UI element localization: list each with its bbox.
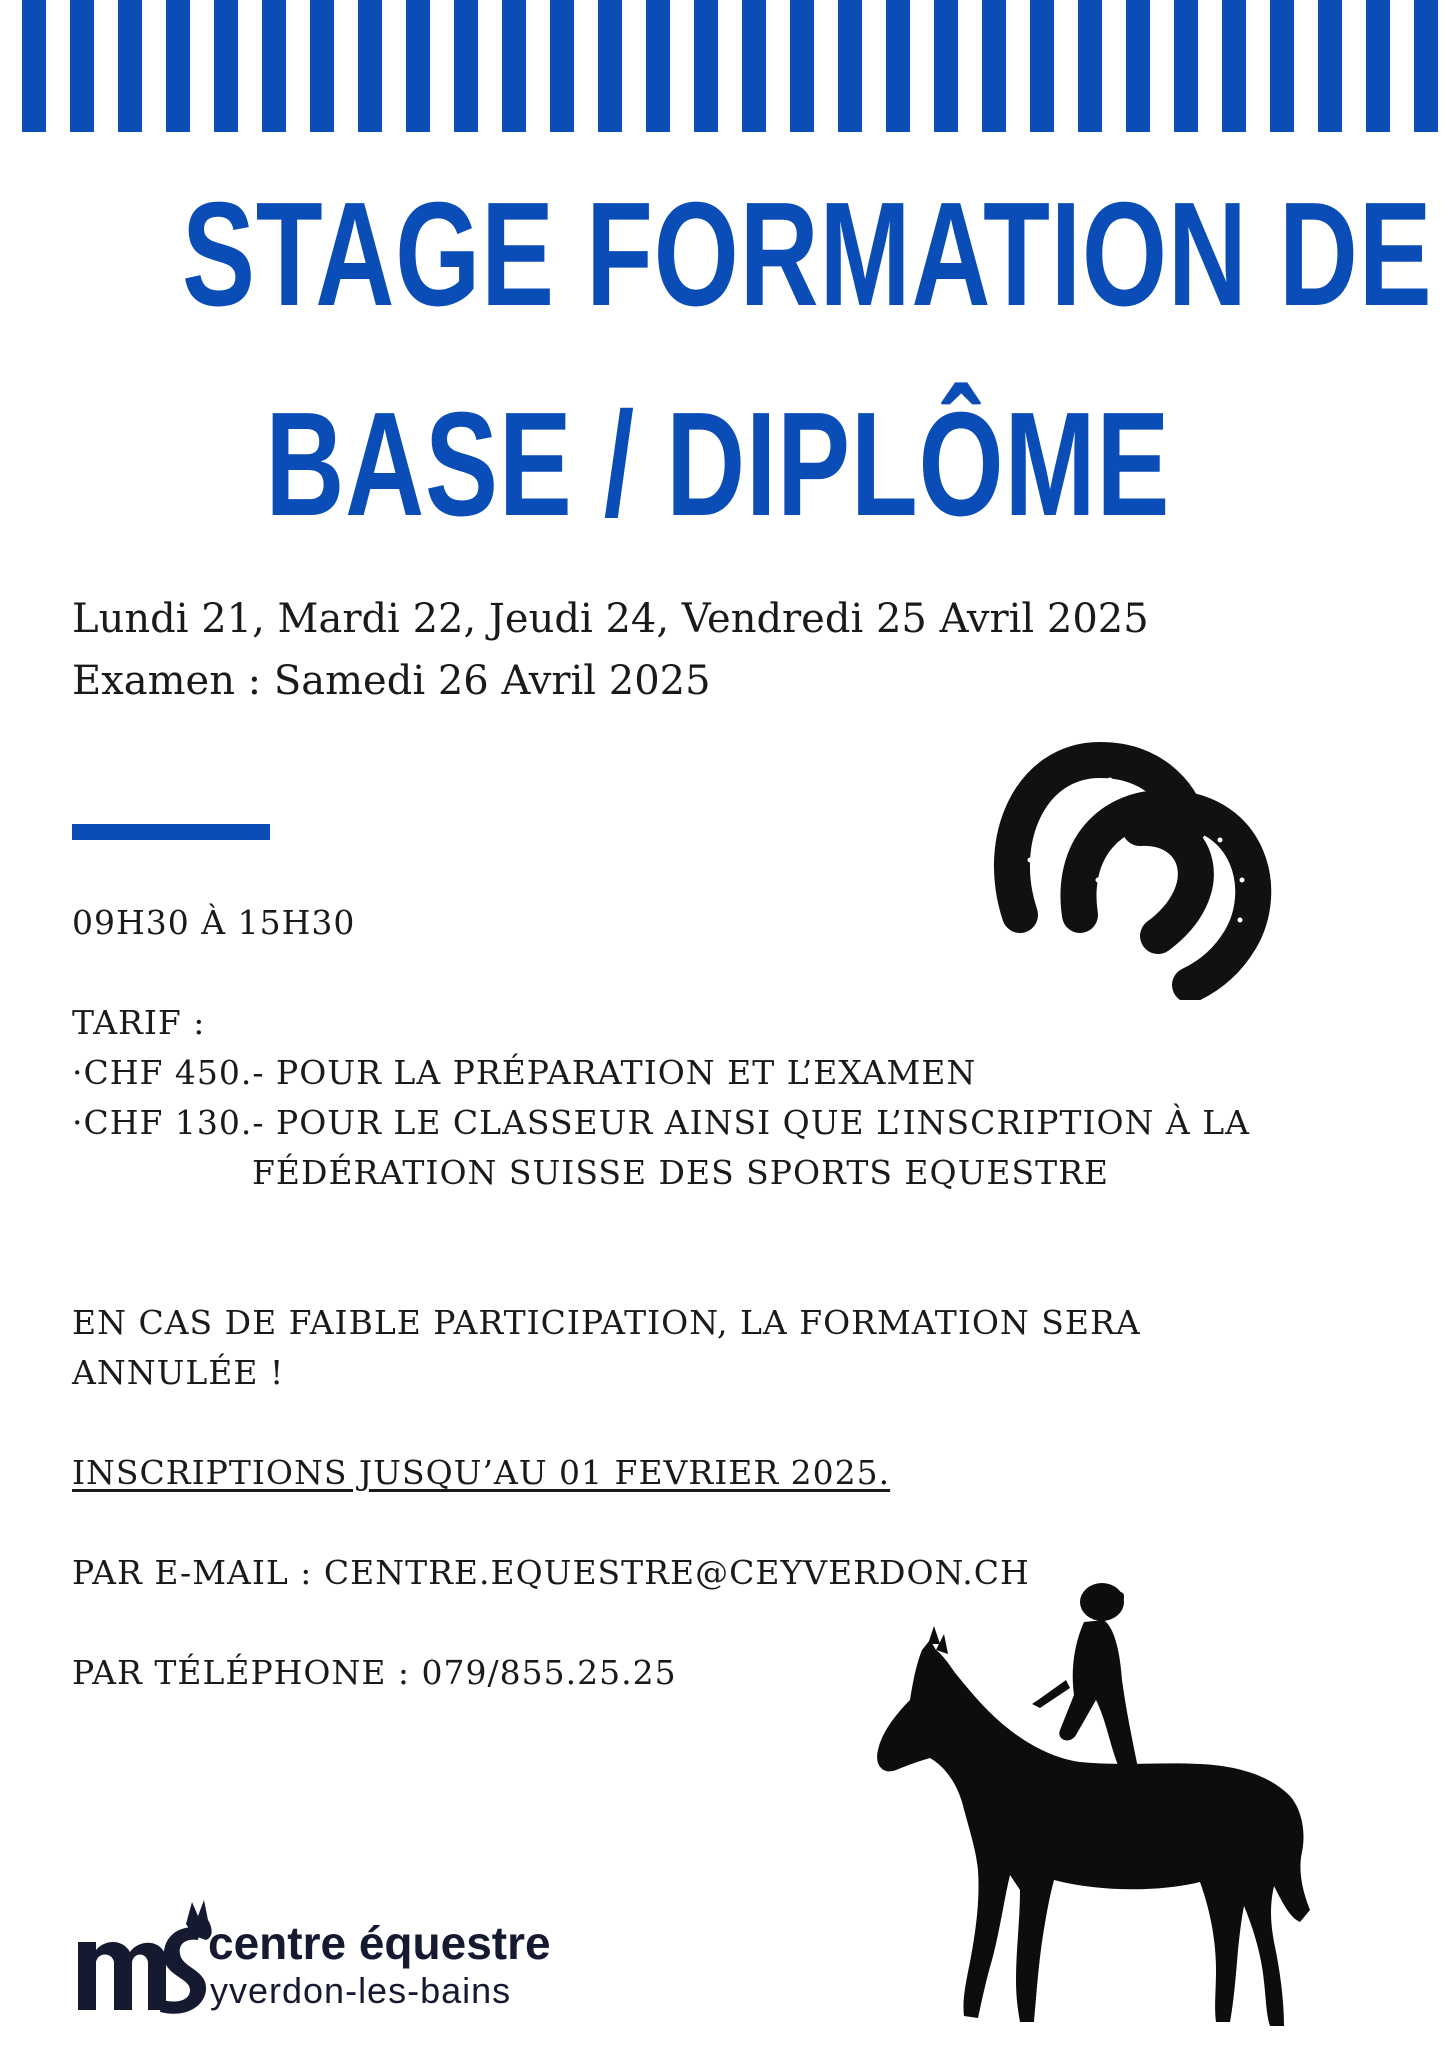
course-days: Lundi 21, Mardi 22, Jeudi 24, Vendredi 25 Avril 2025 bbox=[72, 596, 1149, 642]
cancellation-notice bbox=[72, 1298, 1141, 1398]
exam-date: Examen : Samedi 26 Avril 2025 bbox=[72, 658, 711, 704]
centre-equestre-logo bbox=[74, 1890, 594, 2020]
tarif-item-2: ·CHF 130.- POUR LE CLASSEUR AINSI QUE L’INSCRIPTION À LA bbox=[72, 1103, 1250, 1142]
title-line-1: STAGE FORMATION DE bbox=[182, 172, 1433, 337]
horse-rider-silhouette bbox=[870, 1570, 1340, 2040]
horseshoe-icon bbox=[990, 740, 1280, 1000]
logo-mark bbox=[74, 1890, 214, 2020]
contact-email[interactable]: PAR E-MAIL : CENTRE.EQUESTRE@CEYVERDON.CH bbox=[72, 1553, 1030, 1592]
accent-divider bbox=[72, 824, 270, 840]
top-stripe-border bbox=[0, 0, 1448, 132]
course-dates bbox=[72, 588, 1149, 712]
course-hours: 09H30 À 15H30 bbox=[72, 903, 356, 942]
tarif-label: TARIF : bbox=[72, 1003, 206, 1042]
notice-line-1: EN CAS DE FAIBLE PARTICIPATION, LA FORMATION SERA bbox=[72, 1303, 1141, 1342]
logo-name: centre équestre bbox=[208, 1917, 551, 1969]
logo-place: yverdon-les-bains bbox=[210, 1970, 512, 2011]
title-line-2: BASE / DIPLÔME bbox=[265, 382, 1171, 547]
tarif-item-2-continued: FÉDÉRATION SUISSE DES SPORTS EQUESTRE bbox=[252, 1153, 1110, 1192]
contact-phone[interactable]: PAR TÉLÉPHONE : 079/855.25.25 bbox=[72, 1653, 677, 1692]
notice-line-2: ANNULÉE ! bbox=[72, 1353, 285, 1392]
registration-deadline: INSCRIPTIONS JUSQU’AU 01 FEVRIER 2025. bbox=[72, 1453, 891, 1492]
page-title bbox=[182, 150, 1433, 570]
tarif-section bbox=[72, 998, 1250, 1198]
tarif-item-1: ·CHF 450.- POUR LA PRÉPARATION ET L’EXAMEN bbox=[72, 1053, 977, 1092]
